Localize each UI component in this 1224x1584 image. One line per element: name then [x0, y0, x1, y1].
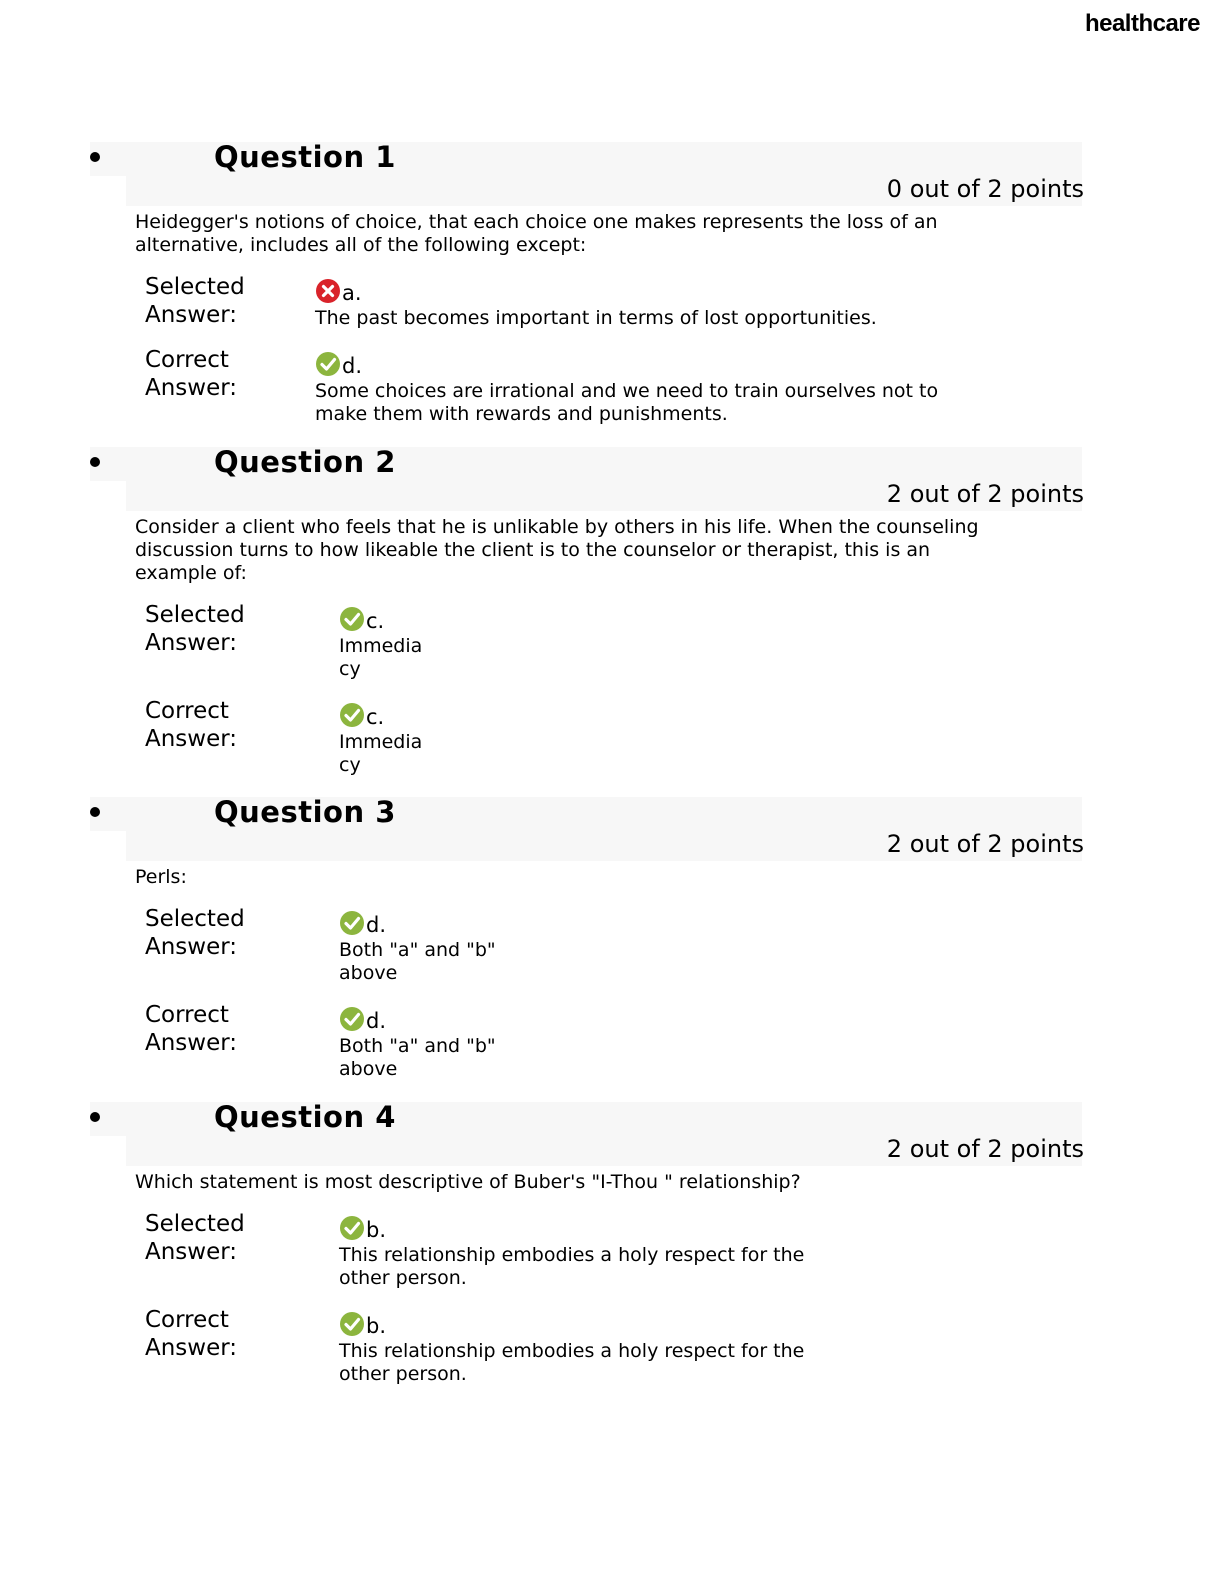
check-circle-icon [339, 1215, 365, 1241]
bullet-icon [90, 1112, 100, 1122]
selected-answer-value [339, 601, 1224, 681]
question-score: 0 out of 2 points [886, 175, 1084, 203]
check-circle-icon [339, 1006, 365, 1032]
question-text: Heidegger's notions of choice, that each choice one makes represents the loss of an alternative, includes all of the following except: [135, 211, 938, 256]
question-text: Consider a client who feels that he is unlikable by others in his life. When the counseling discussion turns to how likeable the client is to the counselor or therapist, this is an example of: [135, 516, 979, 584]
bullet-icon [90, 152, 100, 162]
correct-answer-value [315, 346, 1224, 426]
answer-letter: c. [366, 705, 385, 729]
correct-answer-value [339, 1306, 1224, 1386]
question-title: Question 4 [214, 1100, 396, 1134]
answer-text: The past becomes important in terms of lost opportunities. [315, 307, 877, 329]
question-header [0, 797, 1224, 861]
correct-answer [145, 697, 1224, 777]
correct-answer-value [339, 697, 1224, 777]
question-block-1 [0, 142, 1224, 426]
question-block-2 [0, 447, 1224, 777]
answer-text: Immedia cy [339, 731, 423, 776]
correct-answer [145, 1306, 1224, 1386]
correct-answer-value [339, 1001, 1224, 1081]
selected-answer-value [339, 905, 1224, 985]
check-circle-icon [339, 606, 365, 632]
selected-answer-value [315, 273, 1224, 330]
answer-text: This relationship embodies a holy respect for the other person. [339, 1244, 805, 1289]
selected-answer [145, 273, 1224, 330]
correct-answer-label: Correct Answer: [145, 698, 238, 752]
question-score: 2 out of 2 points [886, 1135, 1084, 1163]
question-score: 2 out of 2 points [886, 480, 1084, 508]
selected-answer [145, 1210, 1224, 1290]
answer-text: Immedia cy [339, 635, 423, 680]
answer-text: Some choices are irrational and we need to train ourselves not to make them with rewards and punishments. [315, 380, 939, 425]
check-circle-icon [339, 1311, 365, 1337]
selected-answer-label: Selected Answer: [145, 906, 245, 960]
answer-letter: d. [366, 1009, 387, 1033]
answer-letter: c. [366, 609, 385, 633]
answer-text: Both "a" and "b" above [339, 939, 496, 984]
correct-answer [145, 346, 1224, 426]
answer-letter: d. [366, 913, 387, 937]
question-block-4 [0, 1102, 1224, 1386]
answer-letter: d. [342, 354, 363, 378]
selected-answer-label: Selected Answer: [145, 602, 245, 656]
bullet-icon [90, 457, 100, 467]
question-text: Which statement is most descriptive of Buber's "I-Thou " relationship? [135, 1171, 801, 1193]
header-tag: healthcare [1084, 10, 1200, 37]
answer-letter: b. [366, 1314, 387, 1338]
question-title: Question 3 [214, 795, 396, 829]
question-header [0, 142, 1224, 206]
selected-answer-label: Selected Answer: [145, 274, 245, 328]
correct-answer-label: Correct Answer: [145, 1002, 238, 1056]
answer-text: Both "a" and "b" above [339, 1035, 496, 1080]
selected-answer [145, 905, 1224, 985]
answer-letter: a. [342, 281, 362, 305]
correct-answer-label: Correct Answer: [145, 347, 238, 401]
answer-letter: b. [366, 1218, 387, 1242]
check-circle-icon [339, 910, 365, 936]
selected-answer-label: Selected Answer: [145, 1211, 245, 1265]
x-circle-icon [315, 278, 341, 304]
selected-answer [145, 601, 1224, 681]
answer-text: This relationship embodies a holy respect for the other person. [339, 1340, 805, 1385]
check-circle-icon [315, 351, 341, 377]
question-block-3 [0, 797, 1224, 1081]
correct-answer-label: Correct Answer: [145, 1307, 238, 1361]
check-circle-icon [339, 702, 365, 728]
correct-answer [145, 1001, 1224, 1081]
selected-answer-value [339, 1210, 1224, 1290]
question-text: Perls: [135, 866, 187, 888]
question-header [0, 447, 1224, 511]
bullet-icon [90, 807, 100, 817]
question-header [0, 1102, 1224, 1166]
question-score: 2 out of 2 points [886, 830, 1084, 858]
question-title: Question 2 [214, 445, 396, 479]
question-title: Question 1 [214, 140, 396, 174]
